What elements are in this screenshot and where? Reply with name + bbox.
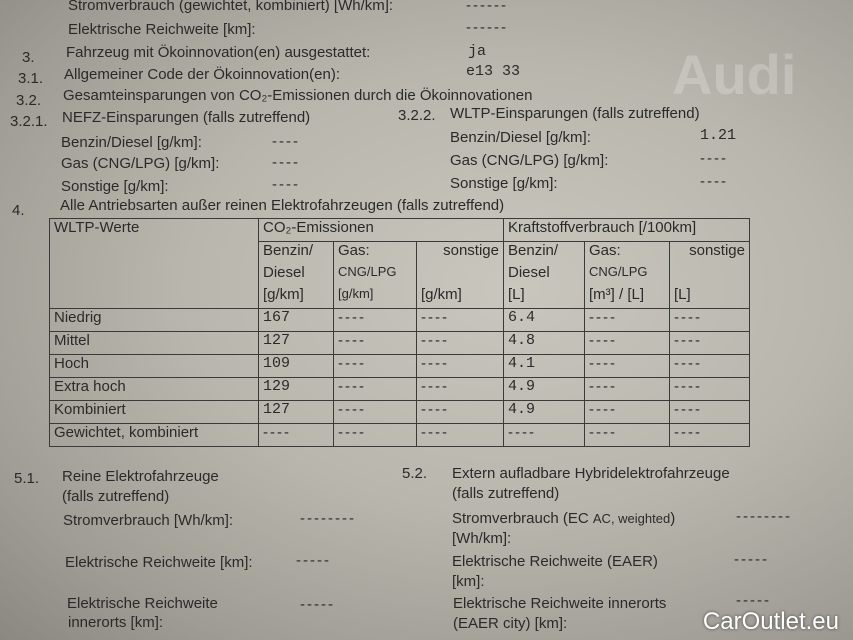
cell: ---- <box>670 424 750 447</box>
cell: 167 <box>259 309 334 332</box>
row-label: Niedrig <box>50 309 259 332</box>
wltp-header: WLTP-Werte <box>50 219 259 309</box>
s322-row3-label: Sonstige [g/km]: <box>450 175 558 192</box>
cell: 6.4 <box>504 309 585 332</box>
s321-row3-value: ---- <box>272 176 300 193</box>
col-header: sonstige <box>417 242 504 265</box>
row-label: Hoch <box>50 355 259 378</box>
s52-strom-label-2: [Wh/km]: <box>452 530 512 547</box>
table-row <box>50 378 750 401</box>
col-header: [g/km] <box>259 286 334 309</box>
top-line-1-label: Stromverbrauch (gewichtet, kombiniert) [Wh/km]: <box>68 0 394 14</box>
s32-label: Gesamteinsparungen von CO₂-Emissionen durch die Ökoinnovationen <box>63 87 533 104</box>
col-header: Gas: <box>334 242 417 265</box>
cell: ---- <box>585 401 670 424</box>
col-header: Benzin/ <box>504 242 585 265</box>
top-line-2-label: Elektrische Reichweite [km]: <box>68 21 256 38</box>
s322-row3-value: ---- <box>700 173 728 190</box>
cell: ---- <box>585 424 670 447</box>
cell: 127 <box>259 401 334 424</box>
s322-num: 3.2.2. <box>398 107 436 124</box>
s322-label: WLTP-Einsparungen (falls zutreffend) <box>450 105 700 122</box>
wltp-table <box>49 218 750 447</box>
cell: 4.1 <box>504 355 585 378</box>
s51-num: 5.1. <box>14 470 40 487</box>
cell: ---- <box>334 378 417 401</box>
cell: ---- <box>670 378 750 401</box>
s52-inner-label-2: (EAER city) [km]: <box>453 615 568 632</box>
cell: ---- <box>585 309 670 332</box>
co2-header: CO₂-Emissionen <box>259 219 504 242</box>
row-label: Mittel <box>50 332 259 355</box>
s51-strom-label: Stromverbrauch [Wh/km]: <box>63 512 234 529</box>
col-header <box>670 264 750 286</box>
col-header: [m³] / [L] <box>585 286 670 309</box>
s52-inner-value: ----- <box>736 592 771 609</box>
s51-inner-label-1: Elektrische Reichweite <box>67 595 218 612</box>
s52-reich-label-1: Elektrische Reichweite (EAER) <box>452 553 658 570</box>
cell: ---- <box>585 378 670 401</box>
col-header <box>417 264 504 286</box>
s3-label: Fahrzeug mit Ökoinnovation(en) ausgestattet: <box>66 44 371 61</box>
table-row <box>50 332 750 355</box>
cell: ---- <box>504 424 585 447</box>
s4-label: Alle Antriebsarten außer reinen Elektrofahrzeugen (falls zutreffend) <box>60 197 505 214</box>
s51-inner-value: ----- <box>300 596 335 613</box>
table-row <box>50 355 750 378</box>
s51-reich-value: ----- <box>296 552 331 569</box>
cell: ---- <box>670 401 750 424</box>
cell: ---- <box>670 332 750 355</box>
cell: ---- <box>670 355 750 378</box>
s321-row1-value: ---- <box>272 133 300 150</box>
cell: ---- <box>585 332 670 355</box>
s51-reich-label: Elektrische Reichweite [km]: <box>65 554 253 571</box>
fuel-header: Kraftstoffverbrauch [/100km] <box>504 219 750 242</box>
col-header: Benzin/ <box>259 242 334 265</box>
s321-row3-label: Sonstige [g/km]: <box>61 178 169 195</box>
col-header: [L] <box>504 286 585 309</box>
col-header: Diesel <box>504 264 585 286</box>
cell: ---- <box>417 355 504 378</box>
s31-label: Allgemeiner Code der Ökoinnovation(en): <box>64 66 340 83</box>
cell: 129 <box>259 378 334 401</box>
col-header: [L] <box>670 286 750 309</box>
cell: ---- <box>670 309 750 332</box>
col-header: CNG/LPG <box>585 264 670 286</box>
s52-reich-value: ----- <box>734 551 769 568</box>
s321-label: NEFZ-Einsparungen (falls zutreffend) <box>62 109 311 126</box>
col-header: Diesel <box>259 264 334 286</box>
cell: ---- <box>417 378 504 401</box>
s51-label: Reine Elektrofahrzeuge <box>62 468 219 485</box>
row-label: Extra hoch <box>50 378 259 401</box>
cell: ---- <box>334 424 417 447</box>
cell: ---- <box>585 355 670 378</box>
s31-num: 3.1. <box>18 70 44 87</box>
top-line-1-value: ------ <box>466 0 508 14</box>
col-header: [g/km] <box>334 286 417 309</box>
s321-row1-label: Benzin/Diesel [g/km]: <box>61 134 202 151</box>
s321-row2-value: ---- <box>272 154 300 171</box>
cell: ---- <box>334 309 417 332</box>
caroutlet-logo: CarOutlet.eu <box>702 608 839 635</box>
cell: 109 <box>259 355 334 378</box>
s52-label: Extern aufladbare Hybridelektrofahrzeuge <box>452 465 730 482</box>
cell: ---- <box>334 332 417 355</box>
col-header: CNG/LPG <box>334 264 417 286</box>
s52-strom-value: -------- <box>736 508 792 525</box>
s3-value: ja <box>468 43 487 60</box>
cell: 4.8 <box>504 332 585 355</box>
col-header: Gas: <box>585 242 670 265</box>
s322-row1-label: Benzin/Diesel [g/km]: <box>450 129 591 146</box>
cell: ---- <box>417 401 504 424</box>
cell: ---- <box>417 332 504 355</box>
s4-num: 4. <box>12 202 25 219</box>
table-row <box>50 424 750 447</box>
s322-row1-value: 1.21 <box>700 127 737 144</box>
cell: ---- <box>417 424 504 447</box>
s3-num: 3. <box>22 49 35 66</box>
s51-sub: (falls zutreffend) <box>62 488 170 505</box>
top-line-2-value: ------ <box>466 19 508 36</box>
table-row <box>50 309 750 332</box>
s52-reich-label-2: [km]: <box>452 573 485 590</box>
row-label: Kombiniert <box>50 401 259 424</box>
s52-inner-label-1: Elektrische Reichweite innerorts <box>453 595 667 612</box>
cell: ---- <box>417 309 504 332</box>
s31-value: e13 33 <box>466 63 521 80</box>
cell: ---- <box>334 401 417 424</box>
s52-num: 5.2. <box>402 465 428 482</box>
col-header: sonstige <box>670 242 750 265</box>
cell: ---- <box>259 424 334 447</box>
s52-strom-label-1: Stromverbrauch (EC AC, weighted) <box>452 510 676 527</box>
s321-num: 3.2.1. <box>10 113 48 130</box>
row-label: Gewichtet, kombiniert <box>50 424 259 447</box>
s52-sub: (falls zutreffend) <box>452 485 560 502</box>
s51-inner-label-2: innerorts [km]: <box>68 614 164 631</box>
cell: 4.9 <box>504 378 585 401</box>
col-header: [g/km] <box>417 286 504 309</box>
s322-row2-label: Gas (CNG/LPG) [g/km]: <box>450 152 609 169</box>
s321-row2-label: Gas (CNG/LPG) [g/km]: <box>61 155 220 172</box>
s322-row2-value: ---- <box>700 150 728 167</box>
cell: 4.9 <box>504 401 585 424</box>
cell: ---- <box>334 355 417 378</box>
s51-strom-value: -------- <box>300 510 356 527</box>
audi-watermark: Audi <box>672 43 797 106</box>
s32-num: 3.2. <box>16 92 42 109</box>
cell: 127 <box>259 332 334 355</box>
table-row <box>50 401 750 424</box>
